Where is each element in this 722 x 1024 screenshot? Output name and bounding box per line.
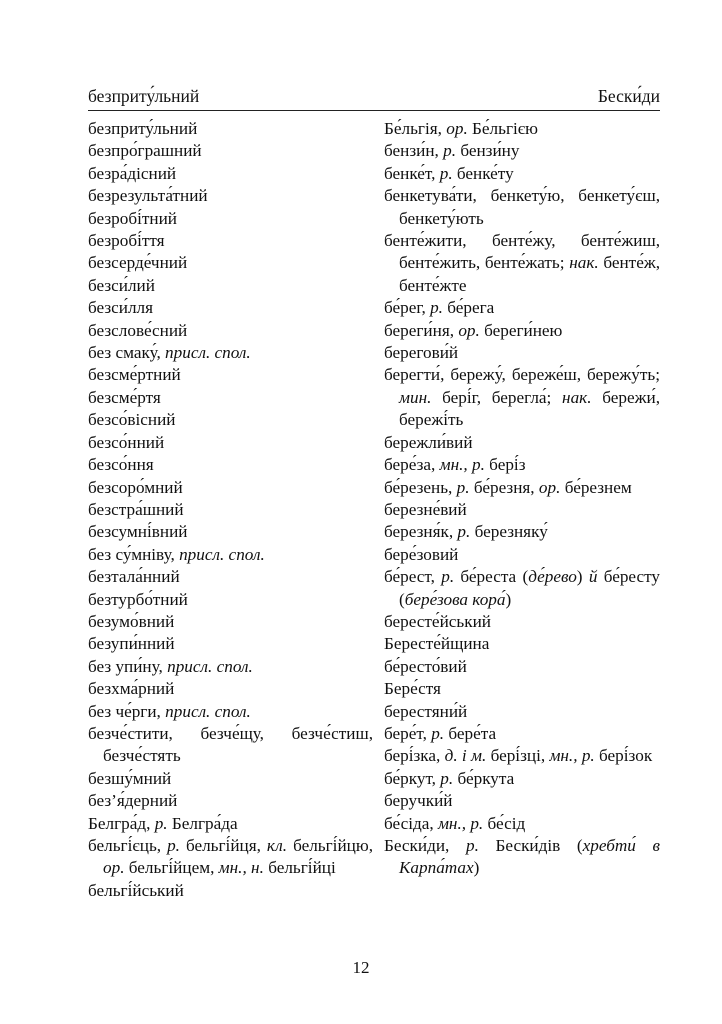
entry-text: безрезульта́тний bbox=[88, 186, 208, 206]
entry-text: бельгі́йцем, bbox=[124, 858, 219, 878]
dictionary-entry bbox=[88, 701, 373, 723]
entry-text: берестяни́й bbox=[384, 701, 468, 721]
grammar-label: мин. bbox=[399, 387, 432, 407]
dictionary-entry bbox=[88, 208, 373, 230]
entry-text: безшу́мний bbox=[88, 768, 172, 788]
entry-text: безробі́ття bbox=[88, 231, 165, 251]
entry-text: бе́ресто́вий bbox=[384, 656, 467, 676]
entry-text: ) bbox=[473, 858, 480, 878]
entry-text: бенке́ту bbox=[452, 163, 514, 183]
dictionary-entry bbox=[384, 723, 660, 745]
grammar-label: бере́зова кора́ bbox=[404, 589, 506, 609]
entry-text: без че́рги, bbox=[88, 701, 166, 721]
grammar-label: нак. bbox=[569, 253, 599, 273]
dictionary-entry bbox=[88, 611, 373, 633]
dictionary-entry bbox=[88, 230, 373, 252]
entry-text: бері́зці, bbox=[486, 746, 550, 766]
grammar-label: р. bbox=[167, 836, 180, 855]
page-number: 12 bbox=[352, 958, 370, 977]
entry-text: бере́за, bbox=[384, 455, 440, 475]
entry-text: ) bbox=[505, 589, 512, 609]
entry-text: берегови́й bbox=[384, 343, 459, 363]
dictionary-entry bbox=[88, 140, 373, 162]
grammar-label: р. bbox=[431, 723, 445, 743]
grammar-label: р. bbox=[456, 477, 470, 497]
dictionary-entry bbox=[88, 163, 373, 185]
dictionary-entry bbox=[88, 633, 373, 655]
entry-text: безсерде́чний bbox=[88, 253, 188, 273]
entry-text: бересте́йський bbox=[384, 611, 491, 631]
dictionary-entry bbox=[88, 454, 373, 476]
entry-text: безра́дісний bbox=[88, 163, 177, 183]
grammar-label: р. bbox=[441, 567, 455, 587]
dictionary-entry bbox=[88, 252, 373, 274]
entry-text: беручки́й bbox=[384, 791, 453, 811]
entry-text: бе́сід bbox=[483, 813, 526, 833]
entry-text: бережи́, бережі́ть bbox=[399, 387, 660, 430]
entry-text: бері́зка, bbox=[384, 746, 445, 766]
entry-text: Бере́стя bbox=[384, 679, 441, 699]
dictionary-entry bbox=[88, 656, 373, 678]
dictionary-entry bbox=[384, 745, 660, 767]
entry-text: Бе́льгія, bbox=[384, 119, 447, 138]
dictionary-entry bbox=[384, 499, 660, 521]
entry-text: Белгра́да bbox=[167, 813, 238, 833]
entry-text: бері́з bbox=[484, 455, 526, 475]
entry-text: бензи́ну bbox=[456, 141, 520, 161]
grammar-label: ор. bbox=[458, 320, 480, 340]
entry-text: бельгі́йський bbox=[88, 880, 184, 900]
entry-text: бере́т, bbox=[384, 723, 432, 743]
entry-text: бері́зок bbox=[594, 746, 653, 766]
entry-text: безтурбо́тний bbox=[88, 589, 188, 609]
entry-text: бере́та bbox=[444, 723, 497, 743]
dictionary-entry bbox=[384, 768, 660, 790]
dictionary-entry bbox=[88, 566, 373, 588]
dictionary-entry bbox=[88, 118, 373, 140]
entry-text: бенкетува́ти, бенкету́ю, бенкету́єш, бенкету́ють bbox=[384, 186, 660, 228]
grammar-label: де́рево bbox=[528, 567, 577, 587]
entry-text: бе́реста ( bbox=[454, 567, 529, 587]
grammar-label: ор. bbox=[538, 477, 561, 497]
dictionary-entry bbox=[384, 320, 660, 342]
grammar-label: р. bbox=[465, 836, 479, 855]
dictionary-entry bbox=[384, 432, 660, 454]
dictionary-entry bbox=[384, 342, 660, 364]
entry-text: Бески́дів ( bbox=[478, 836, 583, 855]
entry-text: безсо́нний bbox=[88, 432, 165, 452]
entry-text: бережли́вий bbox=[384, 432, 473, 452]
dictionary-entry bbox=[384, 835, 660, 880]
dictionary-entry bbox=[384, 633, 660, 655]
dictionary-entry bbox=[384, 230, 660, 297]
entry-text: безхма́рний bbox=[88, 679, 175, 699]
grammar-label: ор. bbox=[103, 858, 125, 878]
dictionary-entry bbox=[88, 477, 373, 499]
grammar-label: присл. спол. bbox=[167, 656, 253, 676]
dictionary-entry bbox=[88, 409, 373, 431]
entry-text: бенте́жити, бенте́жу, бенте́жиш, бенте́жить, бенте́жать; bbox=[384, 231, 660, 273]
entry-text: безсумні́вний bbox=[88, 522, 188, 542]
grammar-label: й bbox=[588, 567, 598, 587]
entry-text: береги́нею bbox=[479, 320, 563, 340]
entry-text: безсо́ння bbox=[88, 455, 154, 475]
dictionary-entry bbox=[384, 701, 660, 723]
entry-text: без’я́дерний bbox=[88, 791, 178, 811]
grammar-label: присл. спол. bbox=[179, 544, 265, 564]
entry-text: бельгі́йці bbox=[263, 858, 336, 878]
grammar-label: р. bbox=[430, 298, 443, 318]
dictionary-entry bbox=[88, 432, 373, 454]
entry-text: бе́резнем bbox=[560, 477, 632, 497]
entry-text: бе́рег, bbox=[384, 298, 431, 318]
dictionary-entry bbox=[384, 611, 660, 633]
grammar-label: д. і м. bbox=[444, 746, 487, 766]
header-first-entry: безприту́льний bbox=[88, 86, 200, 106]
grammar-label: мн., р. bbox=[439, 455, 485, 475]
grammar-label: нак. bbox=[562, 387, 592, 407]
entry-text: безсме́ртний bbox=[88, 365, 181, 385]
left-entry-column bbox=[88, 118, 373, 902]
entry-text: безтала́нний bbox=[88, 567, 180, 587]
dictionary-entry bbox=[384, 813, 660, 835]
entry-text: бе́ресту ( bbox=[399, 567, 660, 609]
entry-text: березняку́ bbox=[470, 522, 548, 542]
dictionary-entry bbox=[88, 364, 373, 386]
entry-text: бе́сіда, bbox=[384, 813, 438, 833]
dictionary-entry bbox=[88, 768, 373, 790]
grammar-label: мн., р. bbox=[549, 746, 595, 766]
grammar-label: мн., н. bbox=[218, 858, 264, 878]
entry-text: бе́ркут, bbox=[384, 768, 441, 788]
grammar-label: кл. bbox=[266, 836, 288, 855]
grammar-label: ор. bbox=[446, 119, 468, 138]
dictionary-entry bbox=[88, 813, 373, 835]
entry-text: бельгі́йця, bbox=[179, 836, 267, 855]
dictionary-entry bbox=[384, 521, 660, 543]
dictionary-entry bbox=[88, 589, 373, 611]
entry-text: безприту́льний bbox=[88, 119, 198, 138]
dictionary-entry bbox=[88, 320, 373, 342]
grammar-label: р. bbox=[457, 522, 471, 542]
grammar-label: присл. спол. bbox=[165, 343, 251, 363]
entry-text: безсо́вісний bbox=[88, 410, 176, 430]
entry-text: безсме́ртя bbox=[88, 387, 161, 407]
entry-text: бельгі́єць, bbox=[88, 836, 168, 855]
entry-text: бере́зовий bbox=[384, 544, 459, 564]
entry-text: березня́к, bbox=[384, 522, 458, 542]
entry-text: березне́вий bbox=[384, 499, 467, 519]
dictionary-entry bbox=[384, 364, 660, 431]
dictionary-entry bbox=[384, 544, 660, 566]
entry-text: бе́ркута bbox=[453, 768, 515, 788]
dictionary-entry bbox=[88, 723, 373, 768]
dictionary-entry bbox=[384, 454, 660, 476]
entry-text: без су́мніву, bbox=[88, 544, 180, 564]
right-entry-column bbox=[384, 118, 660, 880]
grammar-label: р. bbox=[443, 141, 457, 161]
entry-text: безси́лля bbox=[88, 298, 154, 318]
entry-text: Бересте́йщина bbox=[384, 634, 490, 654]
entry-text: безсоро́мний bbox=[88, 477, 183, 497]
entry-text: без упи́ну, bbox=[88, 656, 168, 676]
dictionary-entry bbox=[88, 880, 373, 902]
entry-text: безслове́сний bbox=[88, 320, 188, 340]
entry-text: безумо́вний bbox=[88, 611, 175, 631]
grammar-label: хребти́ в Карпа́тах bbox=[399, 836, 660, 878]
dictionary-entry bbox=[88, 387, 373, 409]
entry-text: безпро́грашний bbox=[88, 141, 202, 161]
dictionary-entry bbox=[88, 678, 373, 700]
running-header bbox=[88, 84, 660, 111]
dictionary-entry bbox=[88, 275, 373, 297]
entry-text: бензи́н, bbox=[384, 141, 444, 161]
dictionary-entry bbox=[384, 477, 660, 499]
entry-text: бенте́ж, бенте́жте bbox=[399, 253, 660, 295]
grammar-label: р. bbox=[154, 813, 168, 833]
entry-text: бельгі́йцю, bbox=[287, 836, 373, 855]
dictionary-entry bbox=[384, 656, 660, 678]
dictionary-entry bbox=[384, 790, 660, 812]
entry-text: бері́г, берегла́; bbox=[431, 387, 563, 407]
entry-text: бе́резень, bbox=[384, 477, 457, 497]
entry-text: безробі́тний bbox=[88, 208, 177, 228]
dictionary-entry bbox=[88, 499, 373, 521]
entry-text: без смаку́, bbox=[88, 343, 166, 363]
entry-text: бенке́т, bbox=[384, 163, 440, 183]
dictionary-entry bbox=[88, 544, 373, 566]
entry-text: береги́ня, bbox=[384, 320, 459, 340]
grammar-label: мн., р. bbox=[437, 813, 484, 833]
entry-text: Белгра́д, bbox=[88, 813, 155, 833]
entry-text: Бе́льгією bbox=[467, 119, 538, 138]
dictionary-entry bbox=[384, 566, 660, 611]
entry-text: бе́рега bbox=[442, 298, 495, 318]
dictionary-entry bbox=[88, 342, 373, 364]
dictionary-entry bbox=[88, 790, 373, 812]
entry-text: бе́рест, bbox=[384, 567, 442, 587]
dictionary-entry bbox=[384, 297, 660, 319]
dictionary-entry bbox=[88, 297, 373, 319]
grammar-label: р. bbox=[439, 163, 453, 183]
dictionary-entry bbox=[384, 140, 660, 162]
dictionary-entry bbox=[384, 118, 660, 140]
entry-text: безси́лий bbox=[88, 275, 155, 295]
entry-text: берегти́, бережу́, береже́ш, бережу́ть; bbox=[384, 365, 660, 385]
grammar-label: р. bbox=[440, 768, 454, 788]
dictionary-entry bbox=[384, 163, 660, 185]
dictionary-entry bbox=[384, 678, 660, 700]
entry-text: безстра́шний bbox=[88, 499, 184, 519]
dictionary-entry bbox=[88, 185, 373, 207]
entry-text: бе́резня, bbox=[469, 477, 539, 497]
entry-text: безупи́нний bbox=[88, 634, 175, 654]
header-last-entry: Бески́ди bbox=[597, 86, 660, 106]
entry-text: Бески́ди, bbox=[384, 836, 466, 855]
dictionary-entry bbox=[88, 835, 373, 880]
dictionary-entry bbox=[88, 521, 373, 543]
entry-text: ) bbox=[576, 567, 589, 587]
grammar-label: присл. спол. bbox=[165, 701, 251, 721]
entry-text: безче́стити, безче́щу, безче́стиш, безче́стять bbox=[88, 723, 373, 766]
dictionary-entry bbox=[384, 185, 660, 230]
